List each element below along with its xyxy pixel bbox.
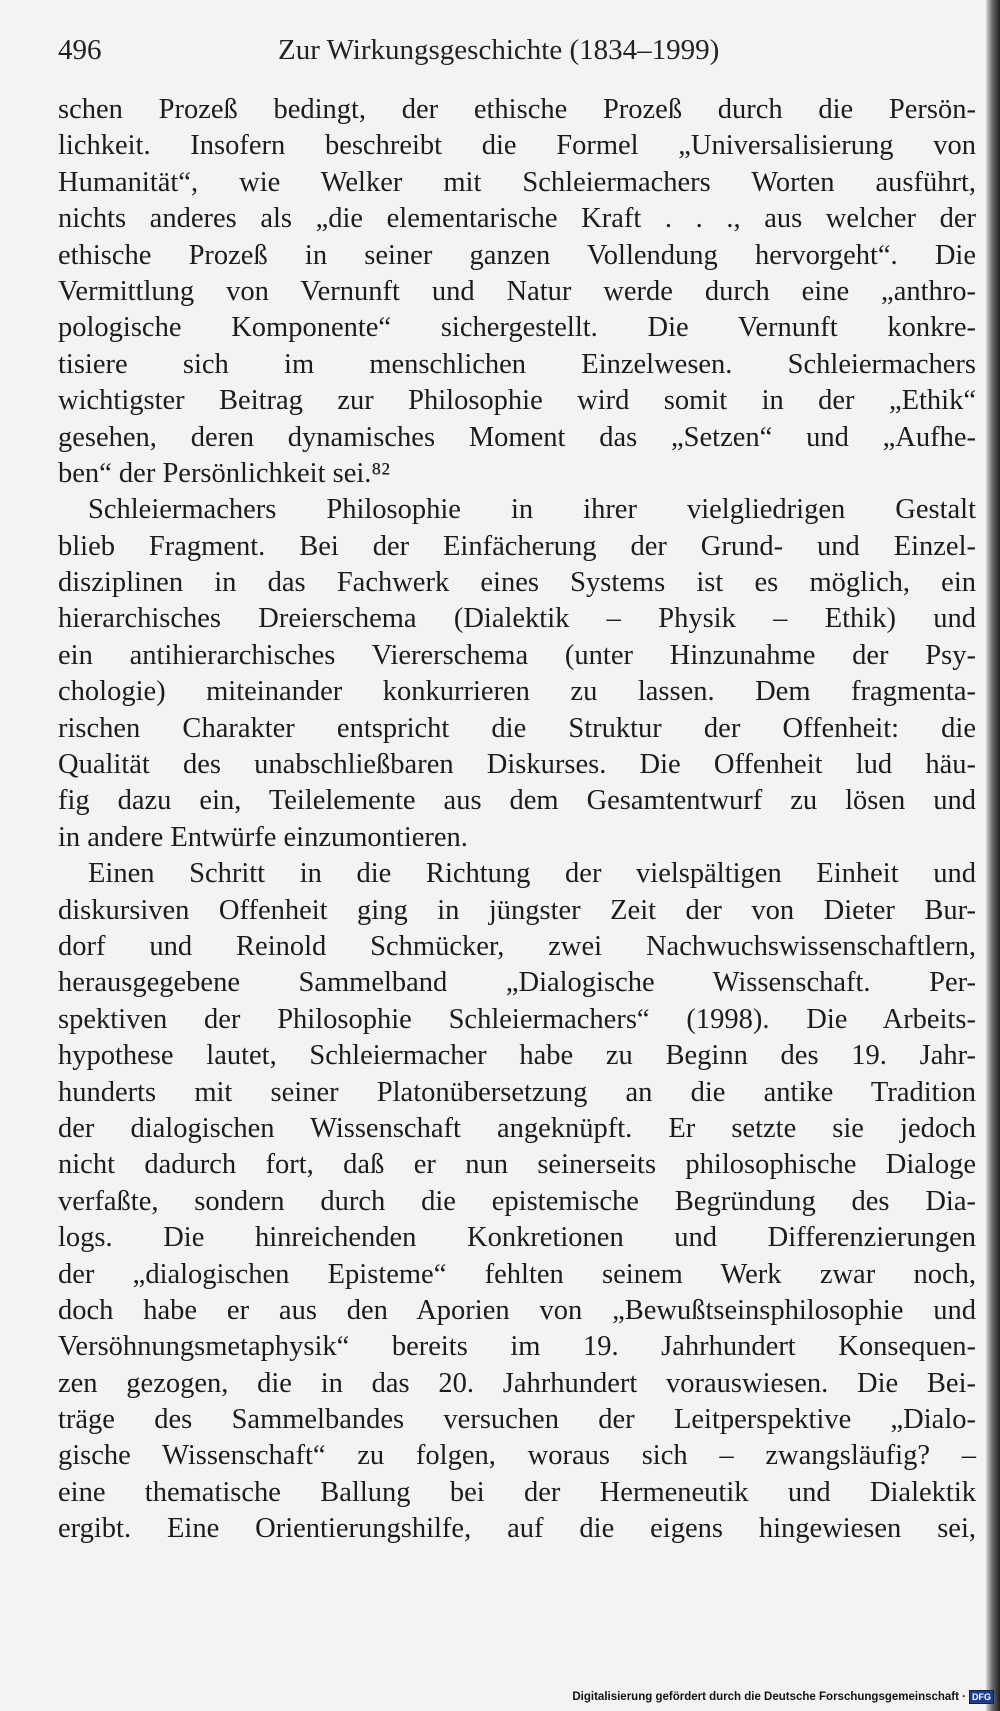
text-line: ergibt. Eine Orientierungshilfe, auf die eigens hingewiesen sei, bbox=[58, 1513, 976, 1545]
text-line: fig dazu ein, Teilelemente aus dem Gesamtentwurf zu lösen und bbox=[58, 785, 976, 817]
text-line: chologie) miteinander konkurrieren zu lassen. Dem fragmenta- bbox=[58, 676, 976, 708]
text-line: disziplinen in das Fachwerk eines Systems ist es möglich, ein bbox=[58, 567, 976, 599]
text-line: logs. Die hinreichenden Konkretionen und Differenzierungen bbox=[58, 1222, 976, 1254]
text-line: zen gezogen, die in das 20. Jahrhundert vorauswiesen. Die Bei- bbox=[58, 1367, 976, 1399]
text-line: Humanität“, wie Welker mit Schleiermachers Worten ausführt, bbox=[58, 166, 976, 198]
text-line: Einen Schritt in die Richtung der vielspältigen Einheit und bbox=[88, 858, 976, 890]
text-line: hunderts mit seiner Platonübersetzung an die antike Tradition bbox=[58, 1076, 976, 1108]
text-line: spektiven der Philosophie Schleiermachers“ (1998). Die Arbeits- bbox=[58, 1003, 976, 1035]
text-line: Qualität des unabschließbaren Diskurses. Die Offenheit lud häu- bbox=[58, 749, 976, 781]
text-line: Versöhnungsmetaphysik“ bereits im 19. Jahrhundert Konsequen- bbox=[58, 1331, 976, 1363]
text-line: rischen Charakter entspricht die Struktur der Offenheit: die bbox=[58, 712, 976, 744]
text-line: nichts anderes als „die elementarische Kraft . . ., aus welcher der bbox=[58, 203, 976, 235]
text-line: ethische Prozeß in seiner ganzen Vollendung hervorgeht“. Die bbox=[58, 239, 976, 271]
running-head: Zur Wirkungsgeschichte (1834–1999) bbox=[278, 34, 720, 66]
text-line: herausgegebene Sammelband „Dialogische Wissenschaft. Per- bbox=[58, 967, 976, 999]
text-line: blieb Fragment. Bei der Einfächerung der Grund- und Einzel- bbox=[58, 530, 976, 562]
text-line: hypothese lautet, Schleiermacher habe zu Beginn des 19. Jahr- bbox=[58, 1040, 976, 1072]
digitization-footer bbox=[572, 1688, 994, 1706]
text-line: Schleiermachers Philosophie in ihrer vielgliedrigen Gestalt bbox=[88, 494, 976, 526]
text-line: dorf und Reinold Schmücker, zwei Nachwuchswissenschaftlern, bbox=[58, 930, 976, 962]
text-line: ben“ der Persönlichkeit sei.⁸² bbox=[58, 457, 390, 489]
text-line: lichkeit. Insofern beschreibt die Formel „Universalisierung von bbox=[58, 130, 976, 162]
page-header bbox=[58, 30, 958, 70]
text-line: der „dialogischen Episteme“ fehlten seinem Werk zwar noch, bbox=[58, 1258, 976, 1290]
body-text bbox=[58, 92, 976, 1548]
text-line: pologische Komponente“ sichergestellt. Die Vernunft konkre- bbox=[58, 312, 976, 344]
text-line: wichtigster Beitrag zur Philosophie wird somit in der „Ethik“ bbox=[58, 385, 976, 417]
dfg-logo: DFG bbox=[969, 1690, 994, 1704]
text-line: diskursiven Offenheit ging in jüngster Zeit der von Dieter Bur- bbox=[58, 894, 976, 926]
footer-text: Digitalisierung gefördert durch die Deutsche Forschungsgemeinschaft · bbox=[572, 1691, 966, 1703]
page-edge-shadow bbox=[986, 0, 1000, 1711]
page-number: 496 bbox=[58, 34, 102, 66]
text-line: nicht dadurch fort, daß er nun seinerseits philosophische Dialoge bbox=[58, 1149, 976, 1181]
text-line: Vermittlung von Vernunft und Natur werde durch eine „anthro- bbox=[58, 275, 976, 307]
text-line: doch habe er aus den Aporien von „Bewußtseinsphilosophie und bbox=[58, 1294, 976, 1326]
text-line: gesehen, deren dynamisches Moment das „Setzen“ und „Aufhe- bbox=[58, 421, 976, 453]
text-line: hierarchisches Dreierschema (Dialektik – Physik – Ethik) und bbox=[58, 603, 976, 635]
text-line: träge des Sammelbandes versuchen der Leitperspektive „Dialo- bbox=[58, 1404, 976, 1436]
text-line: ein antihierarchisches Viererschema (unter Hinzunahme der Psy- bbox=[58, 639, 976, 671]
text-line: gische Wissenschaft“ zu folgen, woraus sich – zwangsläufig? – bbox=[58, 1440, 976, 1472]
text-line: in andere Entwürfe einzumontieren. bbox=[58, 821, 468, 853]
text-line: eine thematische Ballung bei der Hermeneutik und Dialektik bbox=[58, 1476, 976, 1508]
text-line: der dialogischen Wissenschaft angeknüpft. Er setzte sie jedoch bbox=[58, 1112, 976, 1144]
text-line: verfaßte, sondern durch die epistemische Begründung des Dia- bbox=[58, 1185, 976, 1217]
text-line: tisiere sich im menschlichen Einzelwesen. Schleiermachers bbox=[58, 348, 976, 380]
text-line: schen Prozeß bedingt, der ethische Prozeß durch die Persön- bbox=[58, 94, 976, 125]
